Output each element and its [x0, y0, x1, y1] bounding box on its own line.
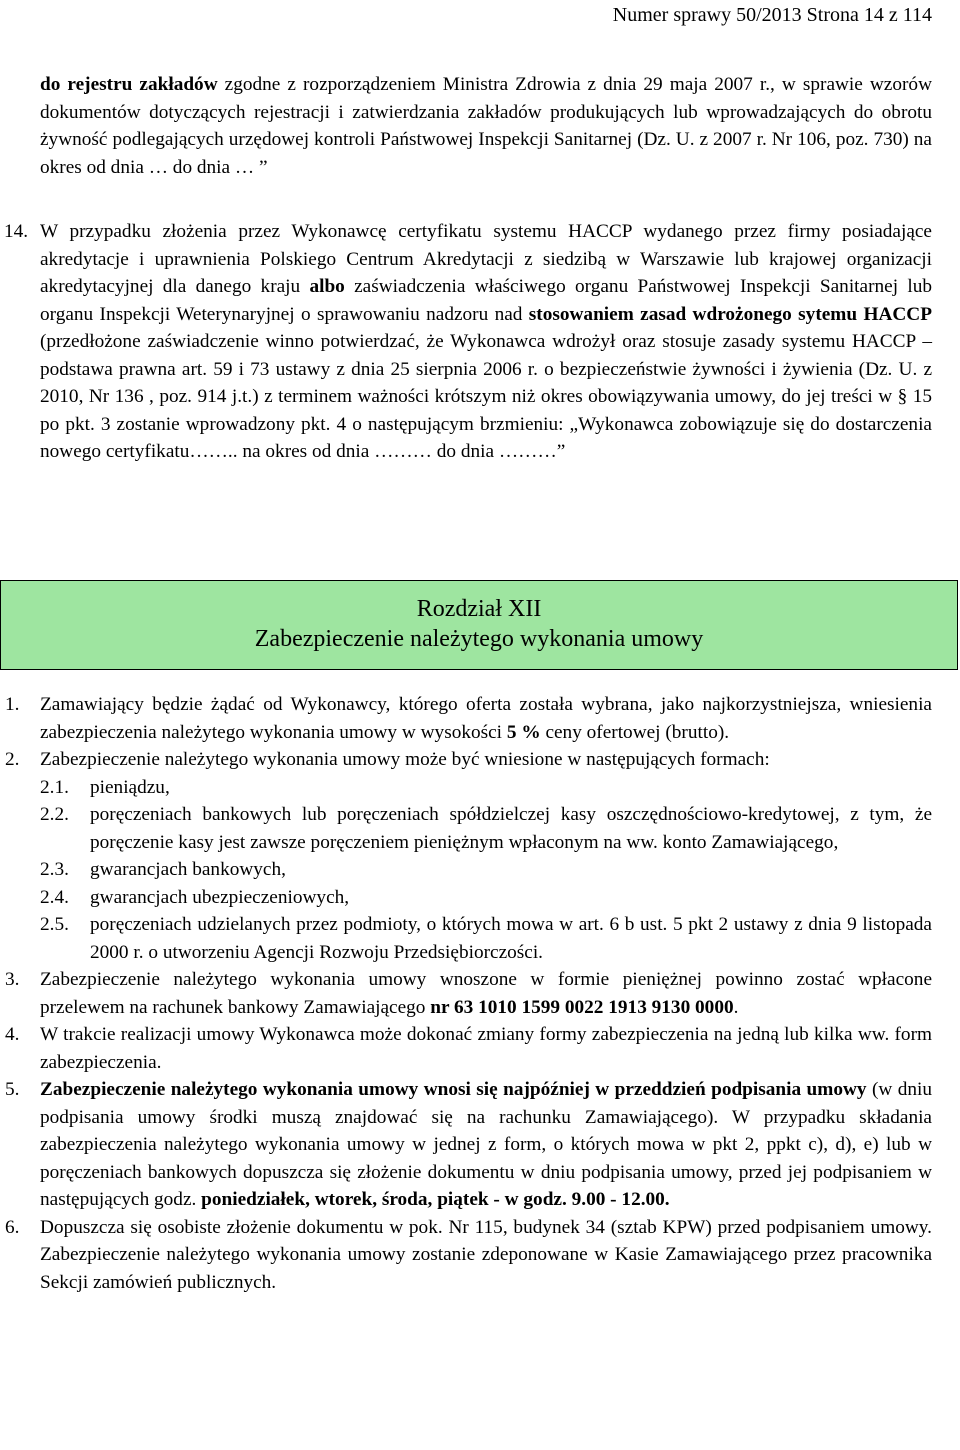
- list-item-1: [0, 691, 932, 746]
- list-item-number: 3.: [5, 969, 20, 990]
- chapter-heading-box: [0, 580, 958, 670]
- list-item-text: ceny ofertowej (brutto).: [540, 721, 730, 743]
- intro-paragraph: [40, 71, 932, 181]
- security-list: [0, 691, 932, 1296]
- sublist-item-2-1: [40, 774, 932, 802]
- sublist-number: 2.5.: [40, 914, 69, 935]
- office-hours: poniedziałek, wtorek, środa, piątek - w godz. 9.00 - 12.00.: [201, 1189, 670, 1210]
- list-item-text: Zabezpieczenie należytego wykonania umowy może być wniesione w następujących formach:: [40, 749, 770, 770]
- list-item-6: [0, 1214, 932, 1297]
- sublist-item-2-4: [40, 884, 932, 912]
- list-item-text: .: [733, 996, 739, 1018]
- list-item-text: Zabezpieczenie należytego wykonania umowy wnoszone w formie pieniężnej powinno zostać wpłacone przelewem na rachunek bankowy Zamawiającego: [40, 969, 932, 1018]
- intro-bold: do rejestru zakładów: [40, 74, 218, 95]
- sublist-number: 2.3.: [40, 859, 69, 880]
- list-item-3: [0, 966, 932, 1021]
- bank-account-number: nr 63 1010 1599 0022 1913 9130 0000: [430, 996, 734, 1018]
- list-item-2: [0, 746, 932, 966]
- sublist-number: 2.2.: [40, 804, 69, 825]
- p14-text-a: W przypadku złożenia przez Wykonawcę certyfikatu systemu HACCP wydanego przez firmy posiadające akredytacje i uprawnienia Polskiego Centrum Akredytacji z siedzibą w Warszawie lub krajowej organizacji akredytacyjnej dla danego kraju: [40, 221, 932, 297]
- sublist-number: 2.4.: [40, 886, 69, 908]
- list-item-bold: 5 %: [506, 721, 541, 743]
- p14-bold-haccp: stosowaniem zasad wdrożonego sytemu HACCP: [528, 303, 932, 325]
- list-item-text: Dopuszcza się osobiste złożenie dokumentu w pok. Nr 115, budynek 34 (sztab KPW) przed podpisaniem umowy. Zabezpieczenie należytego wykonania umowy zostanie zdeponowane w Kasie Zamawiającego przez pracownika Sekcji zamówień publicznych.: [40, 1216, 932, 1293]
- page-header: Numer sprawy 50/2013 Strona 14 z 114: [612, 4, 932, 26]
- paragraph-14: [4, 218, 932, 466]
- sublist-item-2-3: [40, 856, 932, 884]
- list-item-number: 2.: [5, 749, 20, 770]
- sublist-item-2-2: [40, 801, 932, 856]
- p14-text-c: zaświadczenia właściwego organu Państwowej Inspekcji Sanitarnej lub organu Inspekcji Weterynaryjnej o sprawowaniu nadzoru nad: [40, 276, 932, 325]
- sublist-text: pieniądzu,: [90, 776, 170, 798]
- sublist-text: gwarancjach ubezpieczeniowych,: [90, 886, 350, 908]
- list-item-text: W trakcie realizacji umowy Wykonawca może dokonać zmiany formy zabezpieczenia na jedną lub kilka ww. form zabezpieczenia.: [40, 1024, 932, 1073]
- sublist-item-2-5: [40, 911, 932, 966]
- sublist-text: poręczeniach udzielanych przez podmioty, o których mowa w art. 6 b ust. 5 pkt 2 ustawy z dnia 9 listopada 2000 r. o utworzeniu Agencji Rozwoju Przedsiębiorczości.: [90, 914, 932, 963]
- sublist-text: gwarancjach bankowych,: [90, 859, 286, 880]
- chapter-subtitle: Zabezpieczenie należytego wykonania umowy: [254, 626, 704, 652]
- list-item-4: [0, 1021, 932, 1076]
- p14-bold-albo: albo: [309, 276, 345, 297]
- list-item-number: 1.: [5, 694, 20, 715]
- list-item-number: 4.: [5, 1024, 20, 1045]
- chapter-title: Rozdział XII: [416, 596, 542, 622]
- list-item-5: [0, 1076, 932, 1214]
- list-item-number: 6.: [5, 1216, 20, 1238]
- list-item-text: Zamawiający będzie żądać od Wykonawcy, którego oferta została wybrana, jako najkorzystniejsza, wniesienia zabezpieczenia należytego wykonania umowy w wysokości: [40, 694, 932, 743]
- list-item-bold: Zabezpieczenie należytego wykonania umowy wnosi się najpóźniej w przeddzień podpisania umowy: [40, 1079, 867, 1100]
- paragraph-14-number: 14.: [4, 221, 29, 242]
- list-item-text: (w dniu podpisania umowy środki muszą znajdować się na rachunku Zamawiającego). W przypadku składania zabezpieczenia należytego wykonania umowy w jednej z form, o których mowa w pkt 2, ppkt c), d), e) lub w poręczeniach bankowych dopuszcza się złożenie dokumentu w dniu podpisania umowy, przed jej podpisaniem w następujących godz.: [40, 1079, 932, 1210]
- list-item-number: 5.: [5, 1079, 20, 1100]
- intro-text: zgodne z rozporządzeniem Ministra Zdrowia z dnia 29 maja 2007 r., w sprawie wzorów dokumentów dotyczących rejestracji i zatwierdzania zakładów produkujących lub wprowadzających do obrotu żywność podlegających urzędowej kontroli Państwowej Inspekcji Sanitarnej (Dz. U. z 2007 r. Nr 106, poz. 730) na okres od dnia … do dnia … ”: [40, 74, 932, 178]
- sublist-number: 2.1.: [40, 776, 69, 798]
- p14-text-d: (przedłożone zaświadczenie winno potwierdzać, że Wykonawca wdrożył oraz stosuje zasady systemu HACCP – podstawa prawna art. 59 i 73 ustawy z dnia 25 sierpnia 2006 r. o bezpieczeństwie żywności i żywienia (Dz. U. z 2010, Nr 136 , poz. 914 j.t.) z terminem ważności krótszym niż okres obowiązywania umowy, do jej treści w § 15 po pkt. 3 zostanie wprowadzony pkt. 4 o następującym brzmieniu: „Wykonawca zobowiązuje się do dostarczenia nowego certyfikatu…….. na okres od dnia ……… do dnia ………”: [40, 331, 932, 462]
- sublist-text: poręczeniach bankowych lub poręczeniach spółdzielczej kasy oszczędnościowo-kredytowej, z tym, że poręczenie kasy jest zawsze poręczeniem pieniężnym wpłaconym na ww. konto Zamawiającego,: [90, 804, 932, 853]
